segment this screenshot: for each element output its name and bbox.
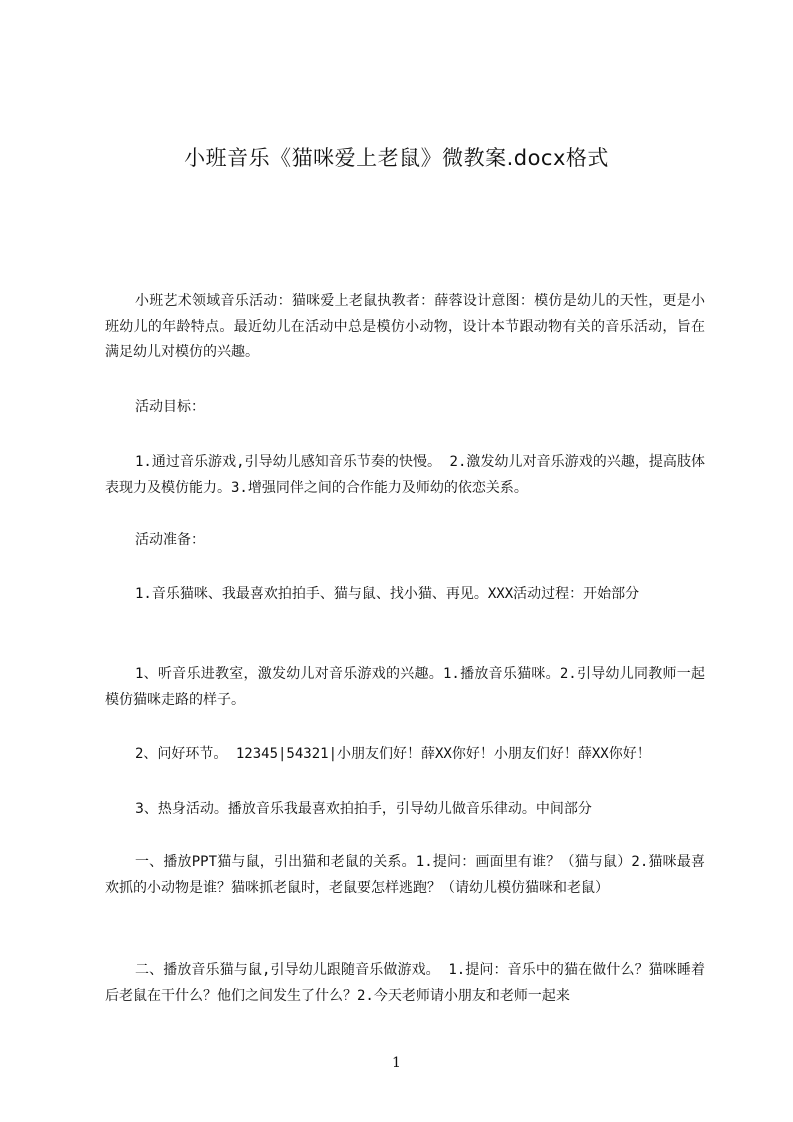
paragraph-part-2: 二、播放音乐猫与鼠,引导幼儿跟随音乐做游戏。 1.提问：音乐中的猫在做什么？猫咪睡着后老鼠在干什么？他们之间发生了什么？2.今天老师请小朋友和老师一起来	[105, 962, 705, 1004]
paragraph-goals: 1.通过音乐游戏,引导幼儿感知音乐节奏的快慢。 2.激发幼儿对音乐游戏的兴趣，提高肢体表现力及模仿能力。3.增强同伴之间的合作能力及师幼的依恋关系。	[105, 454, 705, 496]
paragraph-step-1: 1、听音乐进教室，激发幼儿对音乐游戏的兴趣。1.播放音乐猫咪。2.引导幼儿同教师一起模仿猫咪走路的样子。	[105, 666, 705, 708]
paragraph-intro: 小班艺术领域音乐活动：猫咪爱上老鼠执教者：薛蓉设计意图：模仿是幼儿的天性，更是小班幼儿的年龄特点。最近幼儿在活动中总是模仿小动物，设计本节跟动物有关的音乐活动，旨在满足幼儿对模仿的兴趣。	[105, 293, 705, 360]
document-title: 小班音乐《猫咪爱上老鼠》微教案.docx格式	[184, 146, 609, 170]
paragraph-goals-heading: 活动目标：	[135, 399, 205, 415]
paragraph-prep-heading: 活动准备：	[135, 532, 205, 548]
paragraph-prep: 1.音乐猫咪、我最喜欢拍拍手、猫与鼠、找小猫、再见。XXX活动过程：开始部分	[135, 586, 640, 602]
paragraph-part-1: 一、播放PPT猫与鼠，引出猫和老鼠的关系。1.提问：画面里有谁？（猫与鼠）2.猫咪最喜欢抓的小动物是谁？猫咪抓老鼠时，老鼠要怎样逃跑？（请幼儿模仿猫咪和老鼠）	[105, 854, 705, 896]
paragraph-step-2: 2、问好环节。 12345|54321|小朋友们好！薛XX你好！小朋友们好！薛XX你好！	[135, 746, 651, 762]
paragraph-step-3: 3、热身活动。播放音乐我最喜欢拍拍手，引导幼儿做音乐律动。中间部分	[135, 801, 592, 817]
page-number: 1	[392, 1055, 401, 1071]
